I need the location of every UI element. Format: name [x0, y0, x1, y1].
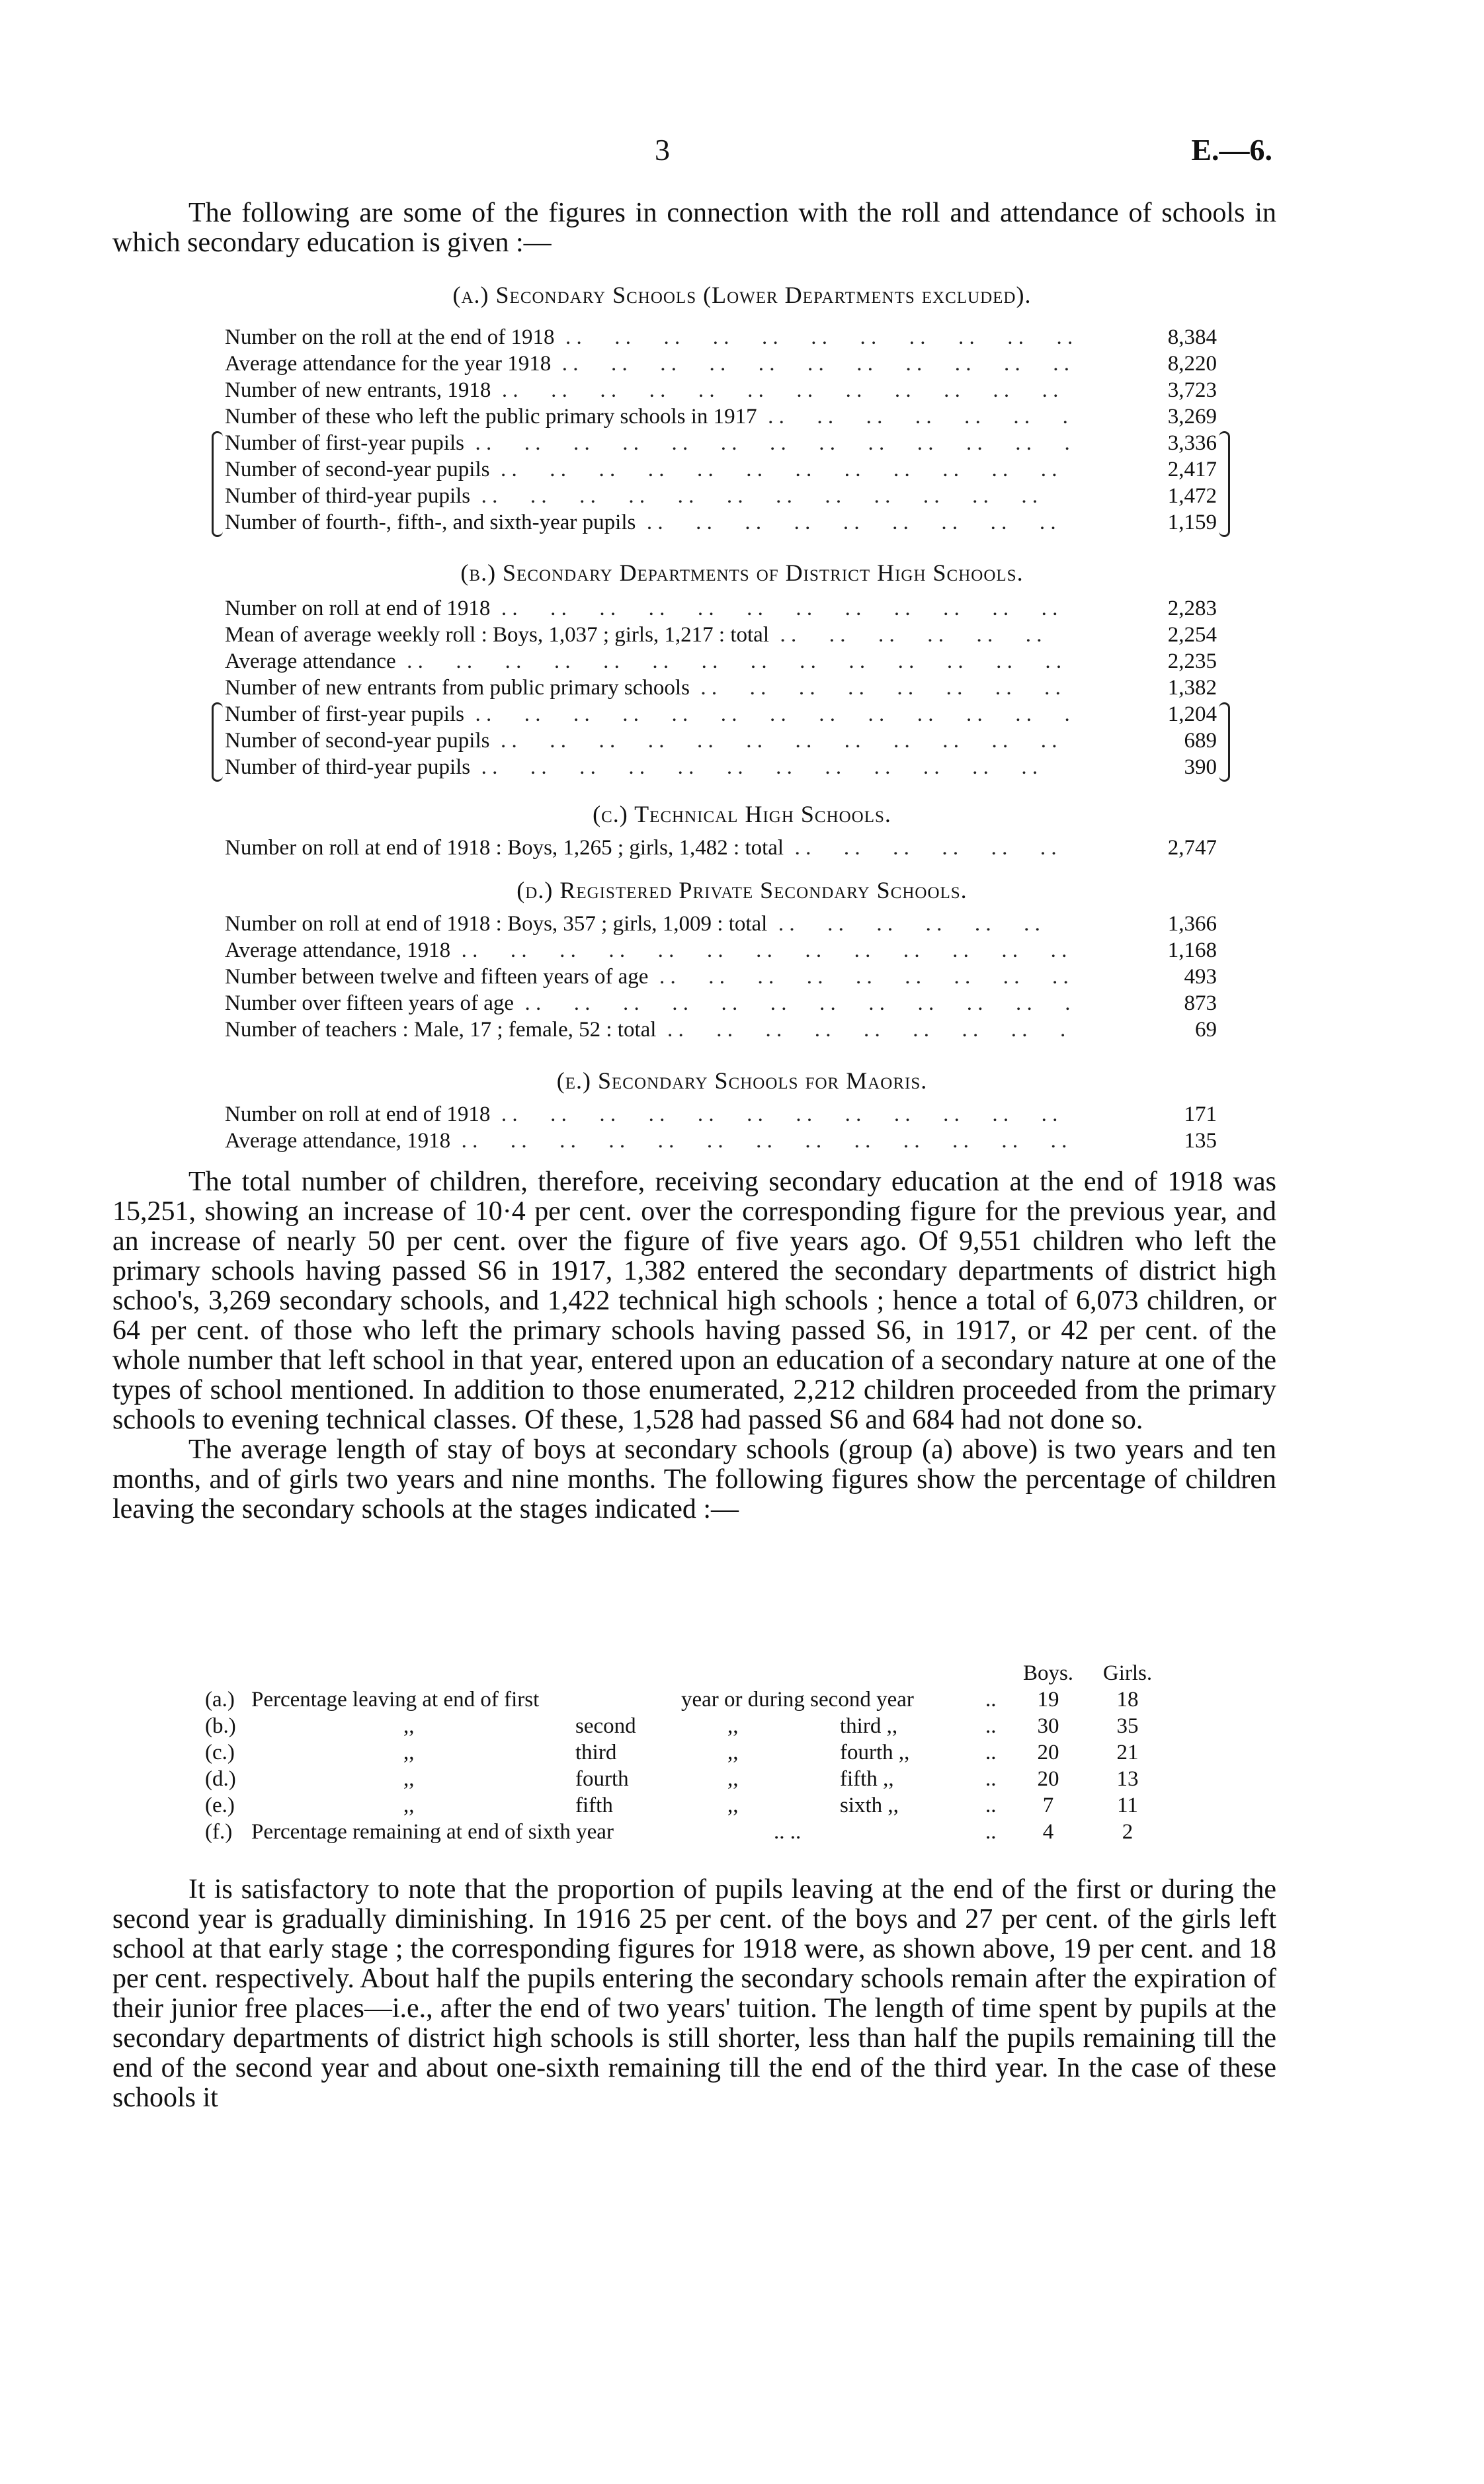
section-a-title: (a.) Secondary Schools (Lower Departments excluded). — [452, 282, 1032, 308]
section-a-table — [212, 324, 1243, 536]
table-row: (e.) ,, fifth ,, sixth ,, .. 7 11 — [205, 1794, 1138, 1817]
table-row: Number of new entrants from public primary schools . . 1,382 — [212, 675, 1243, 701]
section-d-table — [212, 911, 1243, 1043]
page-number: 3 — [655, 133, 670, 167]
paragraph: It is satisfactory to note that the proportion of pupils leaving at the end of the first or during the second year is gradually diminishing. In 1916 25 per cent. of the boys and 27 per cent. of the girls left school at that early stage ; the corresponding figures for 1918 were, as shown above, 19 per cent. and 18 per cent. respectively. About half the pupils entering the secondary schools remain after the expiration of their junior free places—i.e., after the end of two years' tuition. The length of time spent by pupils at the secondary departments of district high schools is still shorter, less than half the pupils remaining till the end of the second year and about one-sixth remaining till the end of the third year. In the case of these schools it — [112, 1874, 1276, 2113]
leaving-stages-table — [205, 1660, 1237, 1845]
column-header-boys: Boys. — [1022, 1661, 1074, 1685]
right-brace — [1219, 702, 1230, 782]
left-brace — [212, 702, 223, 782]
table-row: Average attendance, 1918 . . 135 — [212, 1128, 1243, 1154]
section-c-title: (c.) Technical High Schools. — [593, 801, 891, 827]
table-row: (a.) Percentage leaving at end of first year or during second year .. 19 18 — [205, 1688, 1139, 1712]
section-d-title: (d.) Registered Private Secondary Schools. — [516, 877, 968, 903]
table-row: Number on roll at end of 1918 . . 2,283 — [212, 595, 1243, 622]
table-row: Number on roll at end of 1918 . . 171 — [212, 1101, 1243, 1128]
table-row: Number over fifteen years of age . . 873 — [212, 990, 1243, 1016]
paragraph: The total number of children, therefore, receiving secondary education at the end of 1918 was 15,251, showing an increase of 10·4 per cent. over the corresponding figure for the previous year, and an increase of nearly 50 per cent. over the figure of five years ago. Of 9,551 children who left the primary schools having passed S6 in 1917, 1,382 entered the secondary departments of district high schoo's, 3,269 secondary schools, and 1,422 technical high schools ; hence a total of 6,073 children, or 64 per cent. of those who left the primary schools having passed S6, in 1917, or 42 per cent. of the whole number that left school in that year, entered upon an education of a secondary nature at one of the types of school mentioned. In addition to those enumerated, 2,212 children proceeded from the primary schools to evening technical classes. Of these, 1,528 had passed S6 and 684 had not done so. — [112, 1167, 1276, 1435]
body-text-1 — [112, 1167, 1276, 1524]
left-brace — [212, 431, 223, 537]
section-b-title: (b.) Secondary Departments of District High Schools. — [460, 559, 1024, 586]
table-row: Average attendance . . 2,235 — [212, 648, 1243, 675]
table-row: Number of these who left the public primary schools in 1917 . . 3,269 — [212, 403, 1243, 430]
intro-paragraph: The following are some of the figures in connection with the roll and attendance of schools in which secondary education is given :— — [112, 198, 1276, 258]
right-brace — [1219, 431, 1230, 537]
body-text-2 — [112, 1875, 1276, 2113]
page-header — [0, 132, 1484, 172]
page-reference: E.—6. — [1191, 133, 1272, 167]
table-row: Number of second-year pupils . . 689 — [212, 727, 1243, 754]
table-row: Number on roll at end of 1918 : Boys, 1,265 ; girls, 1,482 : total . . 2,747 — [212, 835, 1243, 861]
section-e-title: (e.) Secondary Schools for Maoris. — [556, 1067, 928, 1094]
paragraph: The average length of stay of boys at secondary schools (group (a) above) is two years and ten months, and of girls two years and nine months. The following figures show the percentage of children leaving the secondary schools at the stages indicated :— — [112, 1434, 1276, 1524]
table-row: Number on roll at end of 1918 : Boys, 357 ; girls, 1,009 : total . . 1,366 — [212, 911, 1243, 937]
section-e-table — [212, 1101, 1243, 1154]
table-row: Number on the roll at the end of 1918 . . 8,384 — [212, 324, 1243, 351]
table-row: (c.) ,, third ,, fourth ,, .. 20 21 — [205, 1741, 1139, 1764]
table-row: Number of third-year pupils . . 390 — [212, 754, 1243, 780]
column-header-girls: Girls. — [1102, 1661, 1153, 1685]
table-row: (b.) ,, second ,, third ,, .. 30 35 — [205, 1714, 1139, 1738]
table-row: (f.) Percentage remaining at end of sixth year .. .. .. 4 2 — [205, 1820, 1134, 1844]
table-row: Number of second-year pupils . . 2,417 — [212, 456, 1243, 483]
table-row: Number of third-year pupils . . 1,472 — [212, 483, 1243, 509]
section-b-table — [212, 595, 1243, 780]
table-row: Number of first-year pupils . . 1,204 — [212, 701, 1243, 727]
table-row: Average attendance, 1918 . . 1,168 — [212, 937, 1243, 964]
table-row: Number of fourth-, fifth-, and sixth-year pupils . . 1,159 — [212, 509, 1243, 536]
table-row: Number of teachers : Male, 17 ; female, 52 : total . . 69 — [212, 1016, 1243, 1043]
table-row: Number between twelve and fifteen years of age . . 493 — [212, 964, 1243, 990]
table-row: Number of new entrants, 1918 . . 3,723 — [212, 377, 1243, 403]
table-row: Average attendance for the year 1918 . . 8,220 — [212, 351, 1243, 377]
table-row: Number of first-year pupils . . 3,336 — [212, 430, 1243, 456]
table-row: Mean of average weekly roll : Boys, 1,037 ; girls, 1,217 : total . . 2,254 — [212, 622, 1243, 648]
table-row: (d.) ,, fourth ,, fifth ,, .. 20 13 — [205, 1767, 1139, 1791]
table-header — [205, 1660, 1237, 1686]
section-c-table — [212, 835, 1243, 861]
